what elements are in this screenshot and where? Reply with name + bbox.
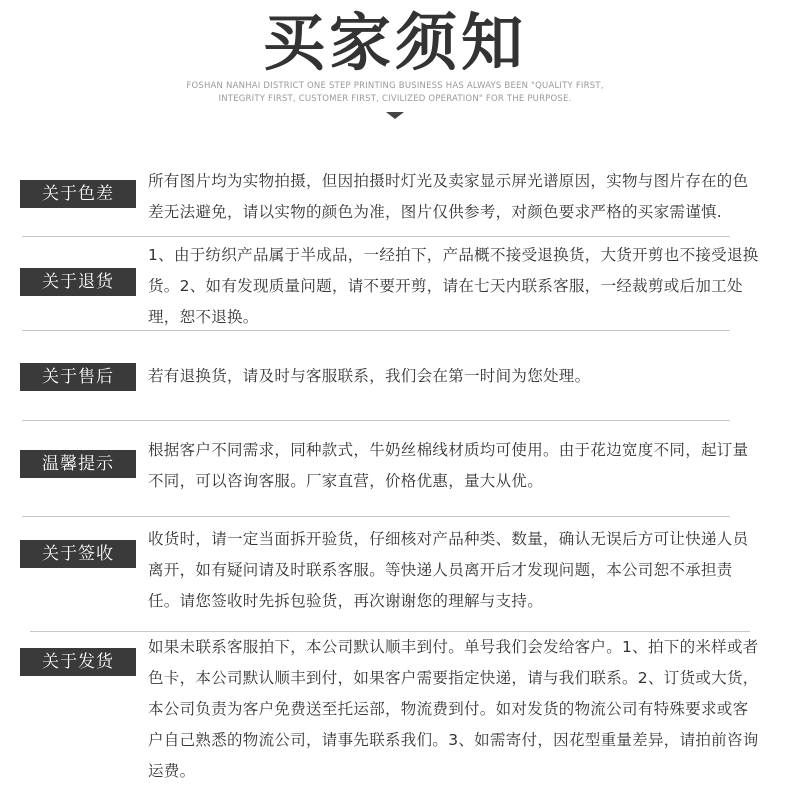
section-text-tips: 根据客户不同需求，同种款式，牛奶丝棉线材质均可使用。由于花边宽度不同，起订量不同，可以咨询客服。厂家直营，价格优惠，量大从优。 — [148, 441, 749, 490]
section-text-receipt: 收货时，请一定当面拆开验货，仔细核对产品种类、数量，确认无误后方可让快递人员离开，如有疑问请及时联系客服。等快递人员离开后才发现问题，本公司恕不承担责任。请您签收时先拆包验货，再次谢谢您的理解与支持。 — [148, 530, 749, 610]
section-label-receipt: 关于签收 — [20, 540, 136, 568]
section-label-shipping: 关于发货 — [20, 648, 136, 676]
section-text-returns: 1、由于纺织产品属于半成品，一经拍下，产品概不接受退换货，大货开剪也不接受退换货。2、如有发现质量问题，请不要开剪，请在七天内联系客服，一经裁剪或后加工处理，恕不退换。 — [148, 246, 759, 326]
caret-down-icon — [386, 112, 404, 119]
section-label-after-sales: 关于售后 — [20, 363, 136, 391]
section-label-tips: 温馨提示 — [20, 450, 136, 478]
section-text-shipping: 如果未联系客服拍下，本公司默认顺丰到付。单号我们会发给客户。1、拍下的米样或者色卡，本公司默认顺丰到付，如果客户需要指定快递，请与我们联系。2、订货或大货，本公司负责为客户免费送至托运部，物流费到付。如对发货的物流公司有特殊要求或客户自己熟悉的物流公司，请事先联系我们。3、如需寄付，因花型重量差异，请拍前咨询运费。 — [148, 638, 759, 780]
section-divider — [22, 330, 730, 331]
page-title: 买家须知 — [262, 6, 527, 79]
section-text-color-difference: 所有图片均为实物拍摄，但因拍摄时灯光及卖家显示屏光谱原因，实物与图片存在的色差无法避免，请以实物的颜色为准，图片仅供参考，对颜色要求严格的买家需谨慎. — [148, 172, 749, 221]
section-label-returns: 关于退货 — [20, 268, 136, 296]
section-divider — [22, 516, 730, 517]
section-divider — [22, 236, 730, 237]
section-text-after-sales: 若有退换货，请及时与客服联系，我们会在第一时间为您处理。 — [148, 367, 591, 385]
section-label-color-difference: 关于色差 — [20, 180, 136, 208]
page-subtitle: FOSHAN NANHAI DISTRICT ONE STEP PRINTING BUSINESS HAS ALWAYS BEEN "QUALITY FIRST, INTEGRITY FIRST, CUSTOMER FIRST, CIVILIZED OPERATION" FOR THE PURPOSE. — [186, 81, 604, 104]
section-divider — [22, 420, 730, 421]
